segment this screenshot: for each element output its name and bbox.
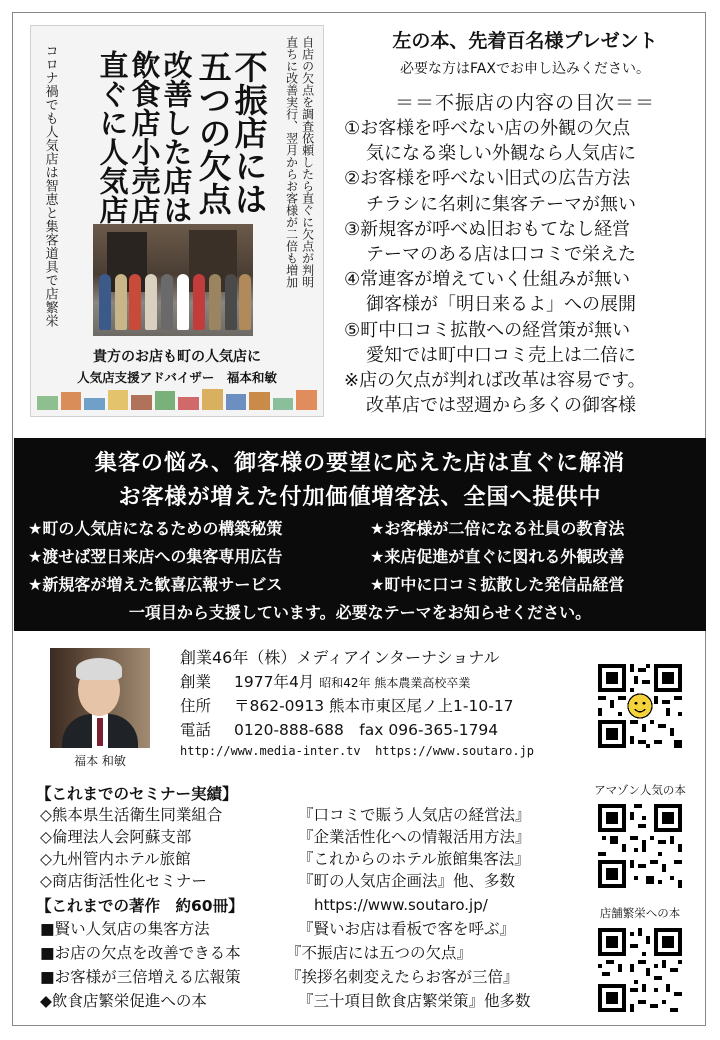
book-side-text: コロナ禍でも人気店は智恵と集客道具で店繁栄 bbox=[42, 44, 58, 328]
services-banner bbox=[14, 438, 706, 631]
phone-label: 電話 bbox=[180, 721, 212, 739]
phone-value: 0120-888-688 fax 096-365-1794 bbox=[234, 721, 499, 739]
toc-note: ※店の欠点が判れば改革は容易です。 bbox=[344, 369, 646, 391]
address-row bbox=[180, 694, 514, 716]
address-label: 住所 bbox=[180, 697, 212, 715]
book-tagline: 貴方のお店も町の人気店に bbox=[93, 349, 261, 365]
company-name: 創業46年（株）メディアインターナショナル bbox=[180, 648, 500, 667]
toc-item: ①お客様を呼べない店の外観の欠点 bbox=[344, 118, 631, 139]
book-row bbox=[40, 966, 519, 988]
books-url[interactable]: https://www.soutaro.jp/ bbox=[314, 896, 488, 914]
toc-item-detail: 愛知では町中口コミ売上は二倍に bbox=[366, 344, 636, 366]
banner-subheadline: お客様が増えた付加価値増客法、全国へ提供中 bbox=[118, 485, 602, 510]
offer-headline: 左の本、先着百名様プレゼント bbox=[392, 30, 658, 52]
seminar-org: ◇倫理法人会阿蘇支部 bbox=[40, 828, 192, 846]
book-row bbox=[40, 990, 531, 1012]
service-item: ★お客様が二倍になる社員の教育法 bbox=[370, 519, 625, 538]
toc-list bbox=[344, 116, 706, 418]
qr-code-amazon[interactable] bbox=[594, 800, 686, 892]
book-label: ◆飲食店繁栄促進への本 bbox=[40, 992, 207, 1010]
book-label: ■お客様が三倍増える広報策 bbox=[40, 968, 241, 986]
phone-row bbox=[180, 718, 498, 740]
book-label: ■お店の欠点を改善できる本 bbox=[40, 944, 241, 962]
book-title-line: 改善した店は bbox=[159, 50, 194, 224]
book-subtitle-line: 直ちに改善実行、翌月からお客様が二倍も増加 bbox=[284, 36, 299, 288]
book-title: 『賢いお店は看板で客を呼ぶ』 bbox=[298, 920, 516, 938]
book-row bbox=[40, 942, 473, 964]
founded-label: 創業 bbox=[180, 673, 212, 691]
toc-item: ④常連客が増えていく仕組みが無い bbox=[344, 269, 631, 291]
book-title-line: 不振店には bbox=[229, 50, 269, 215]
seminar-topic: 『口コミで賑う人気店の経営法』 bbox=[298, 806, 531, 824]
book-row bbox=[40, 918, 516, 940]
toc-item: ③新規客が呼べぬ旧おもてなし経営 bbox=[344, 218, 631, 240]
seminar-topic: 『町の人気店企画法』他、多数 bbox=[298, 872, 516, 890]
website-links bbox=[180, 744, 534, 758]
seminar-row bbox=[40, 804, 531, 826]
book-title: 『三十項目飲食店繁栄策』他多数 bbox=[298, 992, 531, 1010]
qr-label-shop: 店舗繁栄への本 bbox=[599, 906, 681, 920]
seminar-row bbox=[40, 870, 516, 892]
book-title-line: 直ぐに人気店 bbox=[95, 50, 130, 224]
toc-item-detail: 御客様が「明日来るよ」への展開 bbox=[366, 294, 636, 316]
banner-footer: 一項目から支援しています。必要なテーマをお知らせください。 bbox=[128, 603, 592, 622]
seminar-org: ◇九州管内ホテル旅館 bbox=[40, 850, 191, 868]
book-town-illustration bbox=[37, 388, 317, 410]
toc-item: ⑤町中口コミ拡散への経営策が無い bbox=[344, 319, 631, 341]
founded-row bbox=[180, 670, 470, 692]
seminar-topic: 『これからのホテル旅館集客法』 bbox=[298, 850, 530, 868]
qr-label-amazon: アマゾン人気の本 bbox=[594, 783, 686, 797]
books-heading: 【これまでの著作 約60冊】 bbox=[36, 897, 244, 915]
service-item: ★町中に口コミ拡散した発信品経営 bbox=[370, 575, 625, 594]
website-link-media[interactable]: http://www.media-inter.tv bbox=[180, 744, 361, 758]
seminar-org: ◇商店街活性化セミナー bbox=[40, 872, 207, 890]
service-item: ★新規客が増えた歓喜広報サービス bbox=[28, 575, 283, 594]
book-title-line: 飲食店小売店 bbox=[127, 50, 162, 224]
service-item: ★渡せば翌日来店への集客専用広告 bbox=[28, 547, 283, 566]
book-title-line: 五つの欠点 bbox=[193, 50, 233, 215]
toc-item-detail: 気になる楽しい外観なら人気店に bbox=[366, 143, 636, 165]
book-cover bbox=[30, 25, 324, 417]
book-title: 『不振店には五つの欠点』 bbox=[286, 944, 473, 962]
fax-note: 必要な方はFAXでお申し込みください。 bbox=[400, 61, 650, 77]
toc-note-detail: 改革店では翌週から多くの御客様 bbox=[366, 395, 636, 417]
seminar-row bbox=[40, 848, 530, 870]
toc-item-detail: チラシに名刺に集客テーマが無い bbox=[366, 193, 636, 215]
website-link-soutaro[interactable]: https://www.soutaro.jp bbox=[375, 744, 535, 758]
toc-item: ②お客様を呼べない旧式の広告方法 bbox=[344, 168, 631, 190]
book-label: ■賢い人気店の集客方法 bbox=[40, 920, 210, 938]
book-cover-photo bbox=[93, 224, 253, 336]
founded-note: 昭和42年 熊本農業高校卒業 bbox=[319, 676, 471, 690]
author-name: 福本 和敏 bbox=[74, 754, 126, 768]
book-subtitle-line: 自店の欠点を調査依頼したら直ぐに欠点が判明 bbox=[300, 36, 315, 288]
banner-headline: 集客の悩み、御客様の要望に応えた店は直ぐに解消 bbox=[94, 451, 626, 476]
author-photo bbox=[50, 648, 150, 748]
book-author-line: 人気店支援アドバイザー 福本和敏 bbox=[77, 370, 277, 385]
seminar-topic: 『企業活性化への情報活用方法』 bbox=[298, 828, 531, 846]
service-item: ★来店促進が直ぐに図れる外観改善 bbox=[370, 547, 625, 566]
seminar-org: ◇熊本県生活衛生同業組合 bbox=[40, 806, 223, 824]
qr-code-smiley[interactable] bbox=[594, 660, 686, 752]
seminars-heading: 【これまでのセミナー実績】 bbox=[36, 785, 238, 803]
service-item: ★町の人気店になるための構築秘策 bbox=[28, 519, 283, 538]
book-title: 『挨拶名刺変えたらお客が三倍』 bbox=[286, 968, 519, 986]
founded-value: 1977年4月 bbox=[234, 673, 315, 691]
toc-item-detail: テーマのある店は口コミで栄えた bbox=[366, 243, 636, 265]
toc-title: ＝＝不振店の内容の目次＝＝ bbox=[394, 92, 655, 114]
qr-code-shop[interactable] bbox=[594, 924, 686, 1016]
address-value: 〒862-0913 熊本市東区尾ノ上1-10-17 bbox=[234, 697, 514, 715]
seminar-row bbox=[40, 826, 531, 848]
